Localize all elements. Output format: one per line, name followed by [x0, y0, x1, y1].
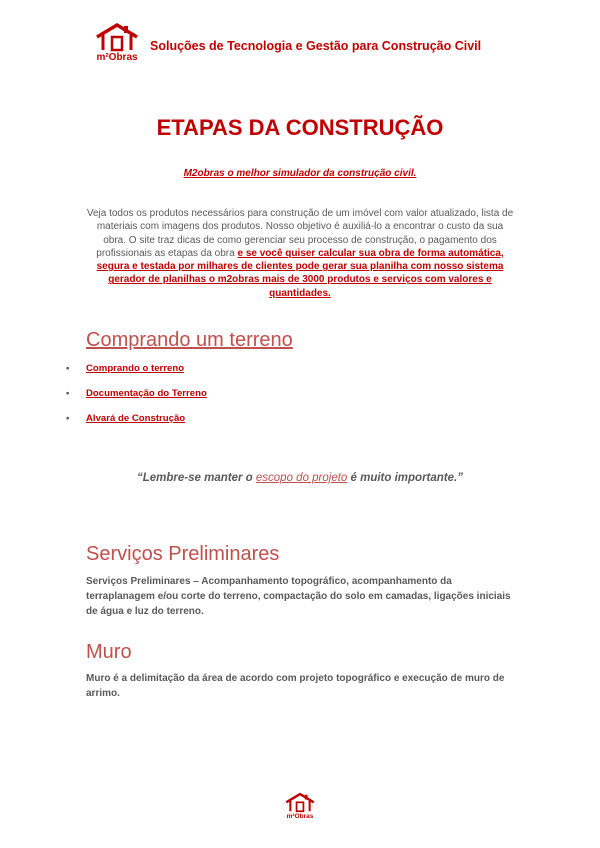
page-header	[88, 22, 528, 68]
heading-comprando-terreno[interactable]: Comprando um terreno	[86, 329, 293, 351]
muro-paragraph: Muro é a delimitação da área de acordo com projeto topográfico e execução de muro de arrimo.	[86, 673, 505, 699]
list-item-label[interactable]: Alvará de Construção	[86, 413, 186, 424]
intro-link[interactable]: e se você quiser calcular sua obra de forma automática, segura e testada por milhares de clientes pode gerar sua planilha com nosso sistema gerador de planilhas o m2obras mais de 3000 produtos e serviços com valores e quantidades.	[96, 247, 504, 299]
m2obras-logo[interactable]	[88, 22, 146, 68]
terreno-link-list	[66, 362, 207, 437]
bullet-icon: •	[66, 413, 70, 424]
logo-text: m²Obras	[96, 52, 138, 63]
footer-logo-text: m²Obras	[286, 813, 314, 820]
list-item-comprando-terreno[interactable]	[66, 362, 207, 387]
intro-paragraph	[86, 207, 514, 300]
intro-text: Veja todos os produtos necessários para construção de um imóvel com valor atualizado, lista de materiais com imagens dos produtos. Nosso objetivo é auxiliá-lo a encontrar o custo da sua obra. O site traz dicas de como gerenciar seu processo de construção, o pagamento dos profissionais as etapas da obra	[86, 208, 514, 259]
house-icon	[284, 792, 316, 814]
heading-servicos-preliminares: Serviços Preliminares	[86, 543, 280, 565]
subtitle-link[interactable]: M2obras o melhor simulador da construção civil.	[183, 168, 417, 179]
escopo-projeto-link[interactable]: escopo do projeto	[255, 472, 348, 484]
house-icon	[94, 22, 140, 54]
list-item-documentacao[interactable]	[66, 387, 207, 412]
quote-suffix: é muito importante.”	[347, 472, 463, 484]
quote-prefix: “Lembre-se manter o	[137, 472, 256, 484]
page-title: ETAPAS DA CONSTRUÇÃO	[156, 115, 444, 140]
heading-muro: Muro	[86, 641, 132, 663]
footer-logo[interactable]	[284, 792, 316, 822]
preliminares-paragraph: Serviços Preliminares – Acompanhamento topográfico, acompanhamento da terraplanagem e/ou corte do terreno, compactação do solo em camadas, ligações iniciais de água e luz do terreno.	[86, 576, 511, 617]
bullet-icon: •	[66, 363, 70, 374]
quote	[0, 472, 600, 484]
list-item-alvara[interactable]	[66, 412, 207, 437]
list-item-label[interactable]: Documentação do Terreno	[86, 388, 207, 399]
header-tagline: Soluções de Tecnologia e Gestão para Construção Civil	[150, 39, 482, 53]
bullet-icon: •	[66, 388, 70, 399]
list-item-label[interactable]: Comprando o terreno	[86, 363, 185, 374]
